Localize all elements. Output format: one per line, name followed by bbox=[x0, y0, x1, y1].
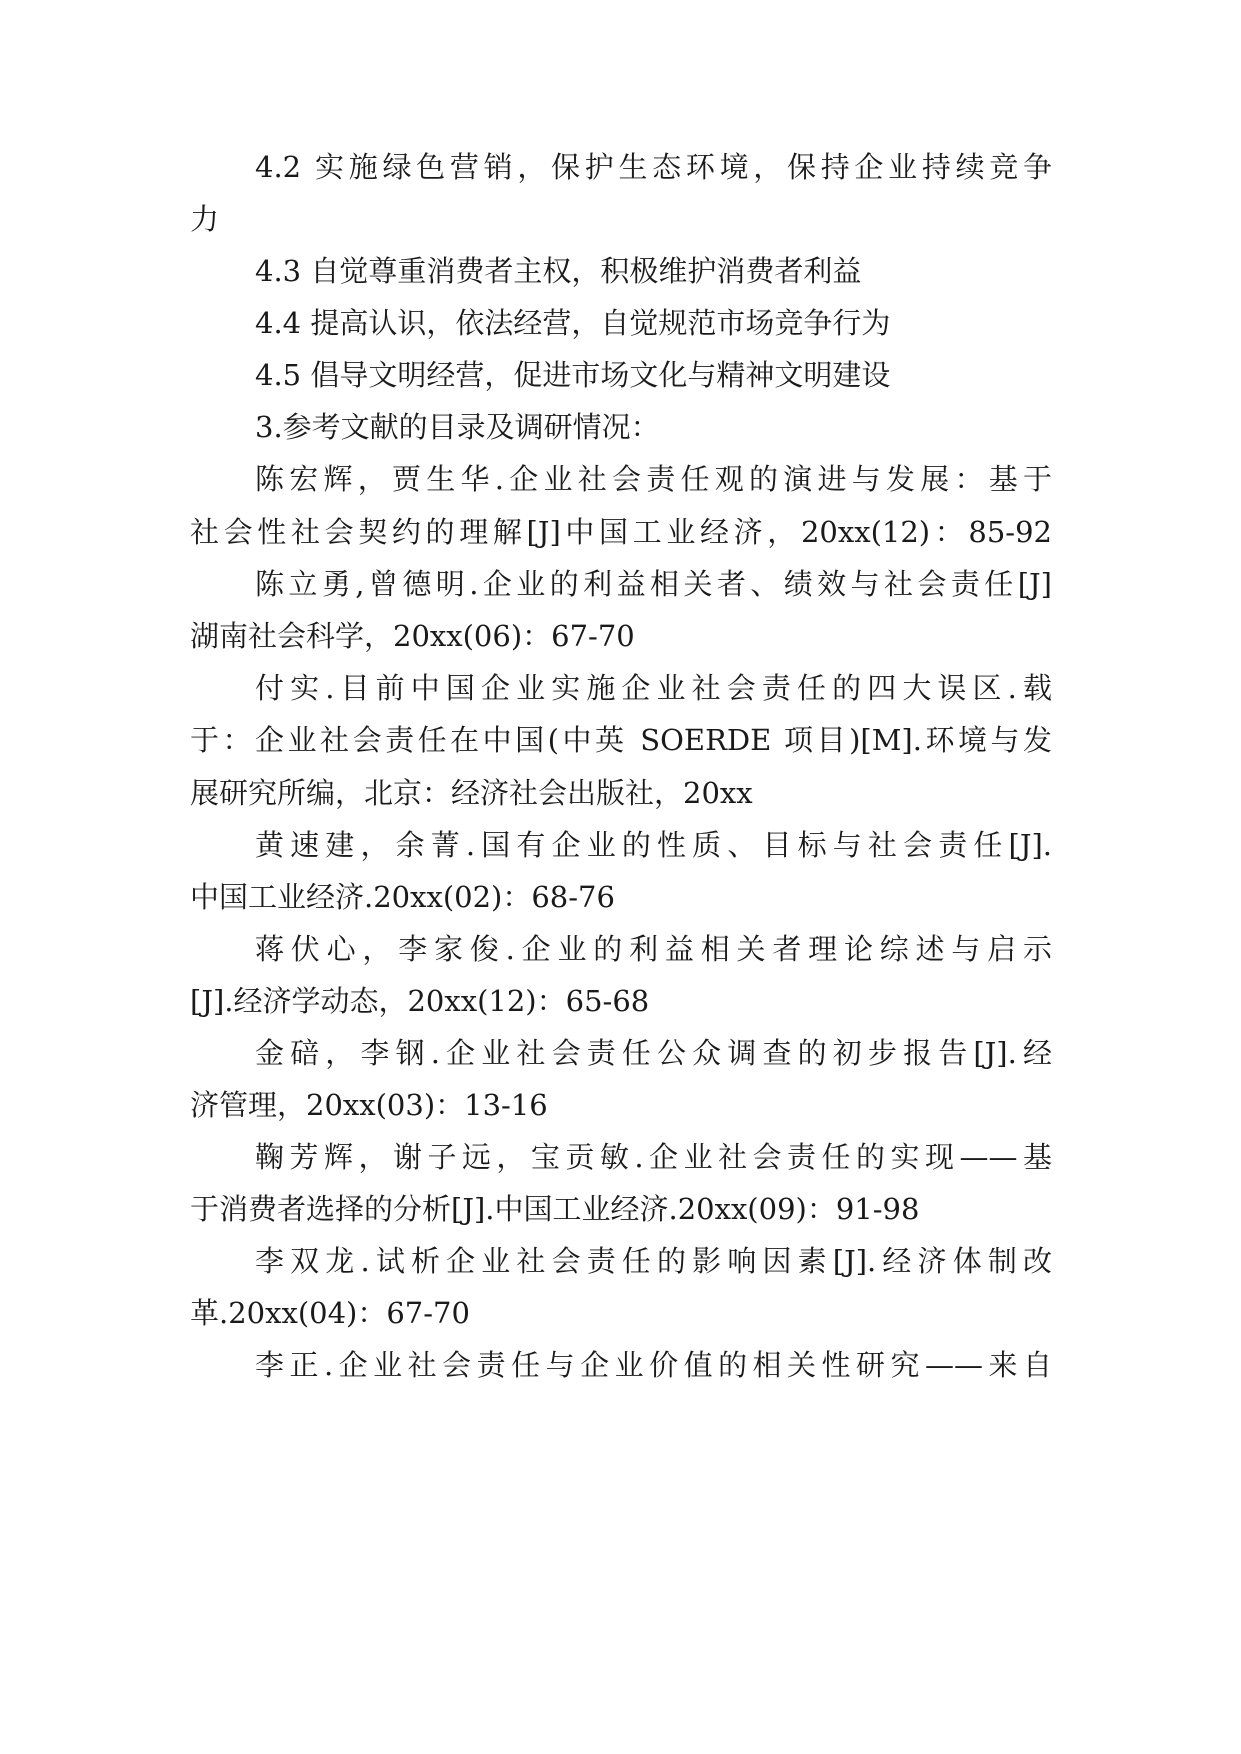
text-line: 4.5 倡导文明经营，促进市场文化与精神文明建设 bbox=[255, 358, 891, 392]
text-line: 于消费者选择的分析[J].中国工业经济.20xx(09)：91-98 bbox=[190, 1192, 920, 1226]
text-line: 4.3 自觉尊重消费者主权，积极维护消费者利益 bbox=[255, 254, 862, 288]
text-line: 社会性社会契约的理解[J]中国工业经济，20xx(12)：85-92 bbox=[190, 515, 1052, 549]
text-line: 付实.目前中国企业实施企业社会责任的四大误区.载 bbox=[255, 671, 1052, 705]
text-line: 湖南社会科学，20xx(06)：67-70 bbox=[190, 619, 635, 653]
text-line: 4.4 提高认识，依法经营，自觉规范市场竞争行为 bbox=[255, 306, 891, 340]
text-line: 革.20xx(04)：67-70 bbox=[190, 1296, 470, 1330]
text-line: 展研究所编，北京：经济社会出版社，20xx bbox=[190, 776, 753, 810]
text-line: 于：企业社会责任在中国(中英 SOERDE 项目)[M].环境与发 bbox=[190, 723, 1052, 757]
text-line: 济管理，20xx(03)：13-16 bbox=[190, 1088, 548, 1122]
text-line: 鞠芳辉，谢子远，宝贡敏.企业社会责任的实现——基 bbox=[255, 1140, 1052, 1174]
text-line: 3.参考文献的目录及调研情况： bbox=[255, 410, 660, 444]
text-line: 陈立勇,曾德明.企业的利益相关者、绩效与社会责任[J] bbox=[255, 567, 1052, 601]
text-line: 李正.企业社会责任与企业价值的相关性研究——来自 bbox=[255, 1348, 1052, 1382]
text-line: 中国工业经济.20xx(02)：68-76 bbox=[190, 880, 615, 914]
text-line: 金碚，李钢.企业社会责任公众调查的初步报告[J].经 bbox=[255, 1036, 1052, 1070]
text-line: 力 bbox=[190, 202, 220, 236]
text-line: 4.2 实施绿色营销，保护生态环境，保持企业持续竞争 bbox=[255, 150, 1052, 184]
text-line: [J].经济学动态，20xx(12)：65-68 bbox=[190, 984, 650, 1018]
text-line: 蒋伏心，李家俊.企业的利益相关者理论综述与启示 bbox=[255, 932, 1052, 966]
text-line: 陈宏辉，贾生华.企业社会责任观的演进与发展：基于 bbox=[255, 462, 1052, 496]
text-line: 黄速建，余菁.国有企业的性质、目标与社会责任[J]. bbox=[255, 828, 1052, 862]
text-line: 李双龙.试析企业社会责任的影响因素[J].经济体制改 bbox=[255, 1244, 1052, 1278]
